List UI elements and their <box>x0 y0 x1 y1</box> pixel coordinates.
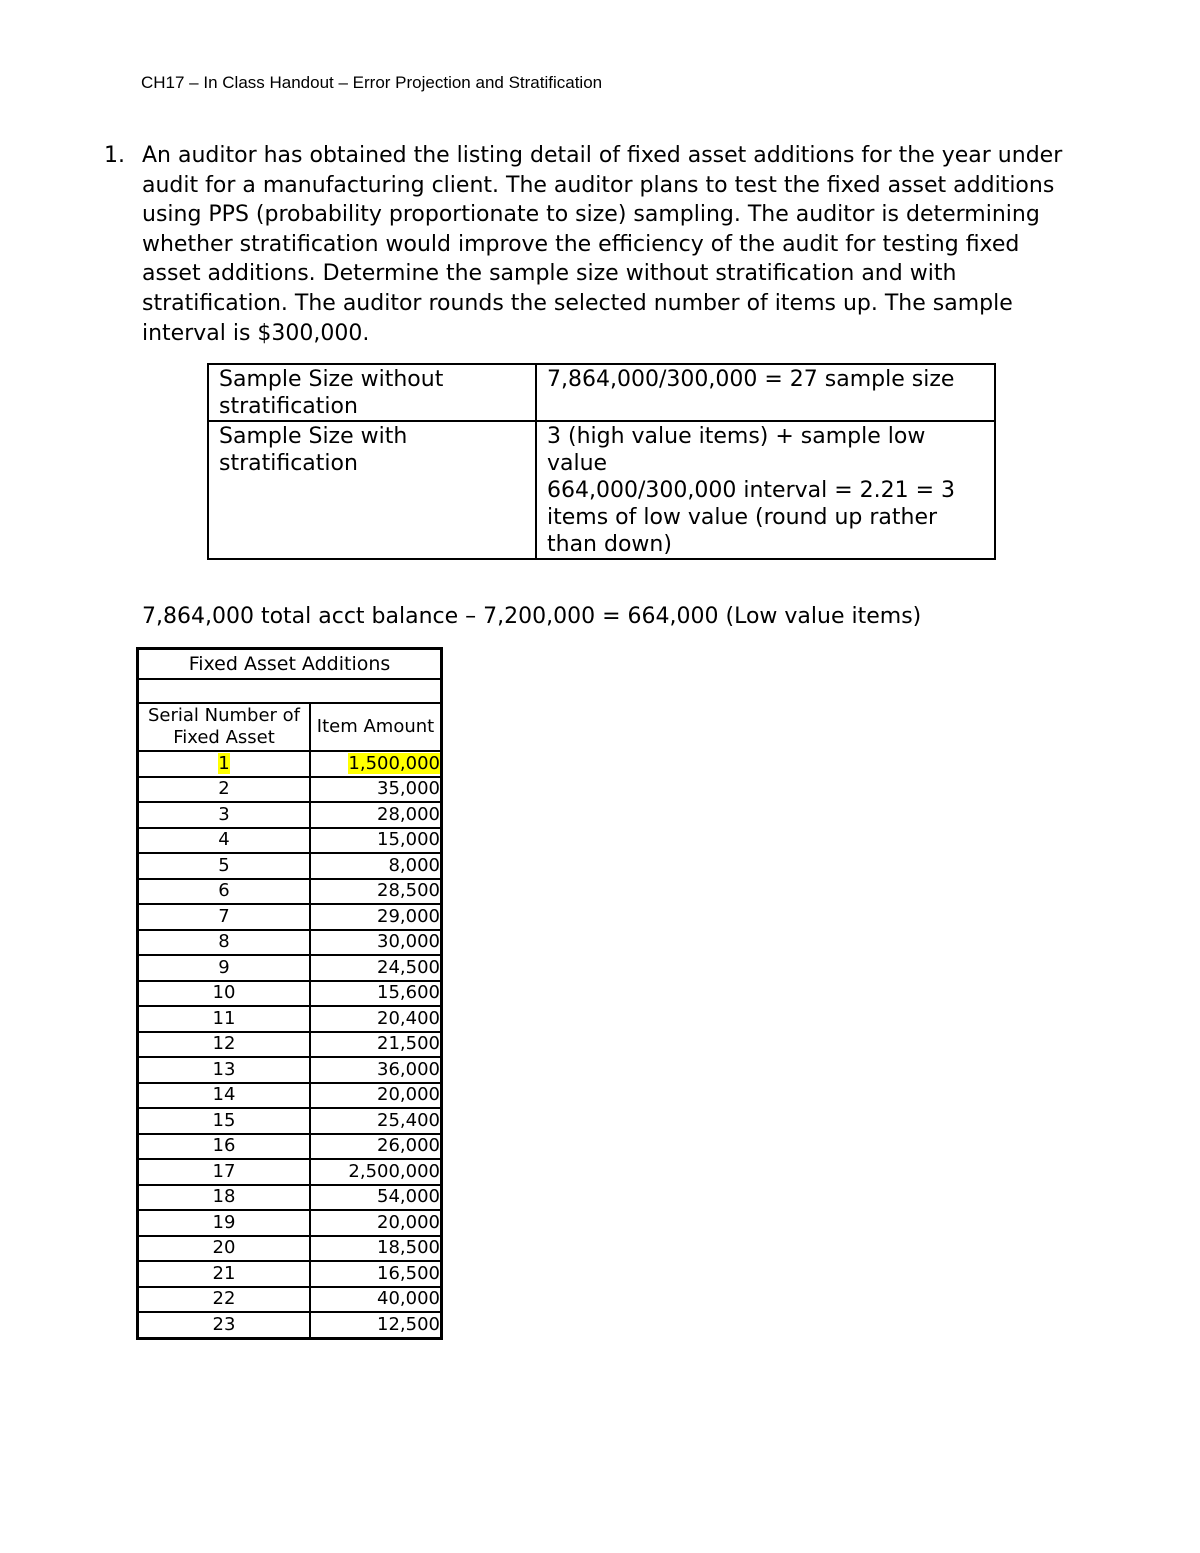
serial-cell: 20 <box>138 1236 311 1262</box>
amount-cell: 24,500 <box>310 955 442 981</box>
serial-cell: 2 <box>138 777 311 803</box>
table-blank-row <box>138 679 442 703</box>
table-row <box>138 904 442 930</box>
serial-cell: 21 <box>138 1261 311 1287</box>
fixed-asset-additions-table <box>136 647 443 1340</box>
summary-value-line: 7,864,000/300,000 = 27 sample size <box>547 367 955 392</box>
serial-cell: 15 <box>138 1108 311 1134</box>
serial-cell: 19 <box>138 1210 311 1236</box>
serial-cell: 23 <box>138 1312 311 1338</box>
summary-label: Sample Size with stratification <box>208 421 536 559</box>
table-row <box>138 1236 442 1262</box>
table-row <box>138 1159 442 1185</box>
amount-cell: 16,500 <box>310 1261 442 1287</box>
serial-cell: 17 <box>138 1159 311 1185</box>
serial-cell: 11 <box>138 1006 311 1032</box>
summary-value <box>536 364 995 421</box>
balance-note: 7,864,000 total acct balance – 7,200,000 = 664,000 (Low value items) <box>142 604 922 629</box>
serial-cell: 16 <box>138 1134 311 1160</box>
summary-value-line: 664,000/300,000 interval = 2.21 = 3 items of low value (round up rather than down) <box>547 478 956 557</box>
amount-cell: 36,000 <box>310 1057 442 1083</box>
table-row <box>138 1057 442 1083</box>
amount-cell: 8,000 <box>310 853 442 879</box>
table-row <box>138 751 442 777</box>
summary-row <box>208 364 995 421</box>
table-row <box>138 828 442 854</box>
column-header-amount: Item Amount <box>310 703 442 751</box>
table-title-row <box>138 649 442 680</box>
table-row <box>138 1083 442 1109</box>
amount-cell: 25,400 <box>310 1108 442 1134</box>
amount-cell: 30,000 <box>310 930 442 956</box>
serial-cell: 7 <box>138 904 311 930</box>
amount-cell: 35,000 <box>310 777 442 803</box>
serial-cell: 9 <box>138 955 311 981</box>
serial-cell: 8 <box>138 930 311 956</box>
table-row <box>138 1210 442 1236</box>
amount-cell: 20,000 <box>310 1210 442 1236</box>
serial-cell: 6 <box>138 879 311 905</box>
table-row <box>138 955 442 981</box>
table-row <box>138 1134 442 1160</box>
table-title: Fixed Asset Additions <box>138 649 442 680</box>
sample-size-table <box>207 363 996 560</box>
table-row <box>138 981 442 1007</box>
table-row <box>138 853 442 879</box>
summary-value <box>536 421 995 559</box>
serial-cell: 22 <box>138 1287 311 1313</box>
amount-cell: 21,500 <box>310 1032 442 1058</box>
amount-cell: 54,000 <box>310 1185 442 1211</box>
serial-cell: 13 <box>138 1057 311 1083</box>
column-header-serial: Serial Number of Fixed Asset <box>138 703 311 751</box>
amount-cell <box>310 751 442 777</box>
amount-cell: 15,600 <box>310 981 442 1007</box>
question-text: An auditor has obtained the listing detail of fixed asset additions for the year under audit for a manufacturing client. The auditor plans to test the fixed asset additions using PPS (probability proportionate to size) sampling. The auditor is determining whether stratification would improve the efficiency of the audit for testing fixed asset additions. Determine the sample size without stratification and with stratification. The auditor rounds the selected number of items up. The sample interval is $300,000. <box>142 143 1063 346</box>
serial-cell: 5 <box>138 853 311 879</box>
summary-label: Sample Size without stratification <box>208 364 536 421</box>
amount-cell: 28,500 <box>310 879 442 905</box>
table-row <box>138 1032 442 1058</box>
amount-cell: 12,500 <box>310 1312 442 1338</box>
summary-row <box>208 421 995 559</box>
table-row <box>138 879 442 905</box>
amount-cell: 15,000 <box>310 828 442 854</box>
serial-cell: 14 <box>138 1083 311 1109</box>
amount-cell: 20,000 <box>310 1083 442 1109</box>
amount-cell: 29,000 <box>310 904 442 930</box>
amount-cell: 28,000 <box>310 802 442 828</box>
table-row <box>138 1006 442 1032</box>
amount-cell: 40,000 <box>310 1287 442 1313</box>
table-row <box>138 777 442 803</box>
serial-cell: 4 <box>138 828 311 854</box>
table-row <box>138 1312 442 1338</box>
table-header-row <box>138 703 442 751</box>
summary-value-line: 3 (high value items) + sample low value <box>547 424 926 476</box>
serial-cell: 10 <box>138 981 311 1007</box>
page-header: CH17 – In Class Handout – Error Projection and Stratification <box>141 73 603 92</box>
table-row <box>138 1261 442 1287</box>
amount-cell: 26,000 <box>310 1134 442 1160</box>
highlighted-serial: 1 <box>218 752 230 774</box>
blank-cell <box>138 679 442 703</box>
serial-cell: 12 <box>138 1032 311 1058</box>
question-number: 1. <box>104 143 125 168</box>
serial-cell: 18 <box>138 1185 311 1211</box>
table-row <box>138 1185 442 1211</box>
highlighted-amount: 1,500,000 <box>348 752 440 774</box>
table-row <box>138 802 442 828</box>
table-row <box>138 1108 442 1134</box>
table-row <box>138 930 442 956</box>
amount-cell: 2,500,000 <box>310 1159 442 1185</box>
table-row <box>138 1287 442 1313</box>
amount-cell: 20,400 <box>310 1006 442 1032</box>
question-1 <box>104 141 1084 348</box>
serial-cell: 3 <box>138 802 311 828</box>
serial-cell <box>138 751 311 777</box>
amount-cell: 18,500 <box>310 1236 442 1262</box>
